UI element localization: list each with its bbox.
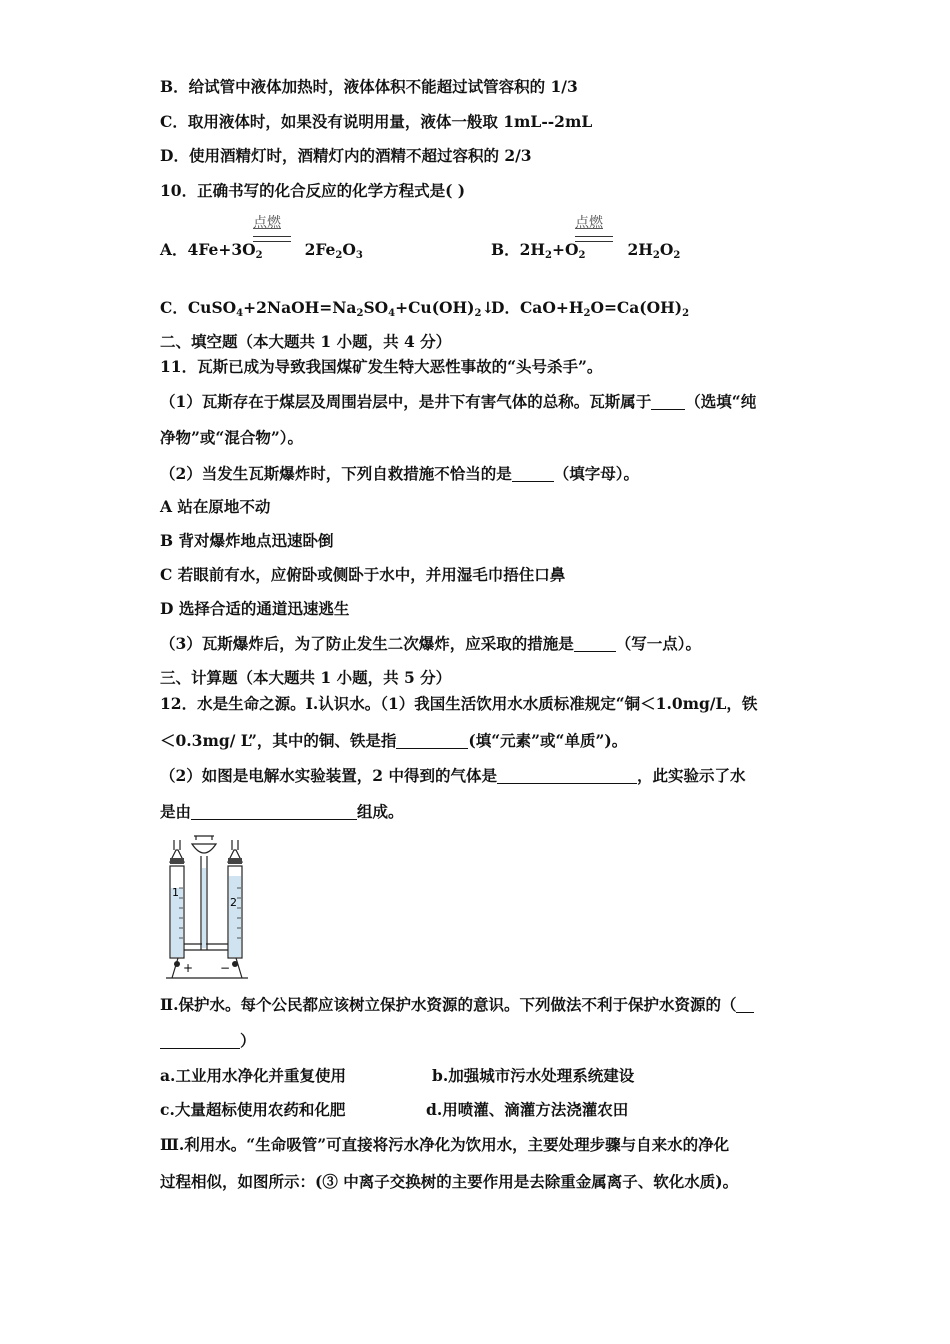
- q11-option-b: B 背对爆炸地点迅速卧倒: [160, 531, 334, 550]
- q11-option-c: C 若眼前有水，应俯卧或侧卧于水中，并用湿毛巾捂住口鼻: [160, 565, 566, 584]
- q10-option-c: C．$CuSO_4+2NaOH=Na_2SO_4+Cu(OH)_2↓$: [160, 298, 495, 319]
- q12-line2: ＜0.3mg/ L”，其中的铜、铁是指 (填“元素”或“单质”)。: [160, 731, 628, 750]
- q12-line1: 12．水是生命之源。Ⅰ.认识水。（1）我国生活饮用水水质标准规定“铜＜1.0mg/L，铁: [160, 694, 758, 713]
- q12-part2-line1: Ⅱ.保护水。每个公民都应该树立保护水资源的意识。下列做法不利于保护水资源的（: [160, 995, 754, 1015]
- q9-option-b: B．给试管中液体加热时，液体体积不能超过试管容积的 1/3: [160, 77, 578, 96]
- q12-part3-line1: Ⅲ.利用水。“生命吸管”可直接将污水净化为饮用水，主要处理步骤与自来水的净化: [160, 1135, 730, 1154]
- q11-part1-line2: 净物”或“混合物”）。: [160, 428, 303, 447]
- q10-a-condition: 点燃: [253, 215, 281, 231]
- q10-option-b: B．$2H_2+O_2$ $2H_2O_2$: [491, 240, 681, 261]
- q11-part1-blank[interactable]: [651, 393, 685, 410]
- q10-stem: 10．正确书写的化合反应的化学方程式是( ): [160, 181, 466, 200]
- q12-option-c: c.大量超标使用农药和化肥: [160, 1100, 346, 1119]
- section-2-heading: 二、填空题（本大题共 1 小题，共 4 分）: [160, 332, 452, 351]
- q12-part2-blank-a[interactable]: [736, 996, 754, 1013]
- q11-stem: 11．瓦斯已成为导致我国煤矿发生特大恶性事故的“头号杀手”。: [160, 357, 603, 376]
- q10-option-a: A．$4Fe+3O_2$ $2Fe_2O_3$: [160, 240, 363, 261]
- q10-b-condition: 点燃: [575, 215, 603, 231]
- q10-option-d: D．$CaO+H_2O=Ca(OH)_2$: [491, 298, 690, 319]
- fig-anode-plus: +: [183, 961, 194, 975]
- q9-option-c: C．取用液体时，如果没有说明用量，液体一般取 1mL--2mL: [160, 112, 593, 131]
- fig-label-2: 2: [230, 896, 237, 909]
- q11-part3: （3）瓦斯爆炸后，为了防止发生二次爆炸，应采取的措施是 （写一点）。: [160, 634, 702, 653]
- q12-gas-blank[interactable]: [497, 767, 637, 784]
- q12-line4: 是由 组成。: [160, 802, 404, 821]
- q11-part2: （2）当发生瓦斯爆炸时，下列自救措施不恰当的是 （填字母）。: [160, 464, 640, 483]
- electrolysis-apparatus-figure: [158, 828, 258, 980]
- q12-element-blank[interactable]: [396, 732, 468, 749]
- q12-line3: （2）如图是电解水实验装置，2 中得到的气体是 ，此实验示了水: [160, 766, 746, 785]
- q11-part3-blank[interactable]: [574, 635, 616, 652]
- q11-option-a: A 站在原地不动: [160, 497, 271, 516]
- q12-part3-line2: 过程相似，如图所示：(③ 中离子交换树的主要作用是去除重金属离子、软化水质)。: [160, 1172, 739, 1191]
- q12-option-a: a.工业用水净化并重复使用: [160, 1066, 346, 1085]
- q12-part2-line2: ）: [160, 1031, 256, 1051]
- q11-option-d: D 选择合适的通道迅速逃生: [160, 599, 350, 618]
- section-3-heading: 三、计算题（本大题共 1 小题，共 5 分）: [160, 668, 452, 687]
- fig-label-1: 1: [172, 886, 179, 899]
- q11-part2-blank[interactable]: [512, 465, 554, 482]
- q11-part1-line1: （1）瓦斯存在于煤层及周围岩层中，是井下有害气体的总称。瓦斯属于 （选填“纯: [160, 392, 757, 411]
- q12-part2-blank-b[interactable]: [160, 1032, 240, 1049]
- fig-cathode-minus: −: [220, 961, 231, 975]
- q9-option-d: D．使用酒精灯时，酒精灯内的酒精不超过容积的 2/3: [160, 146, 532, 165]
- q12-option-d: d.用喷灌、滴灌方法浇灌农田: [426, 1100, 629, 1119]
- q12-option-b: b.加强城市污水处理系统建设: [432, 1066, 635, 1085]
- q12-composition-blank[interactable]: [191, 803, 357, 820]
